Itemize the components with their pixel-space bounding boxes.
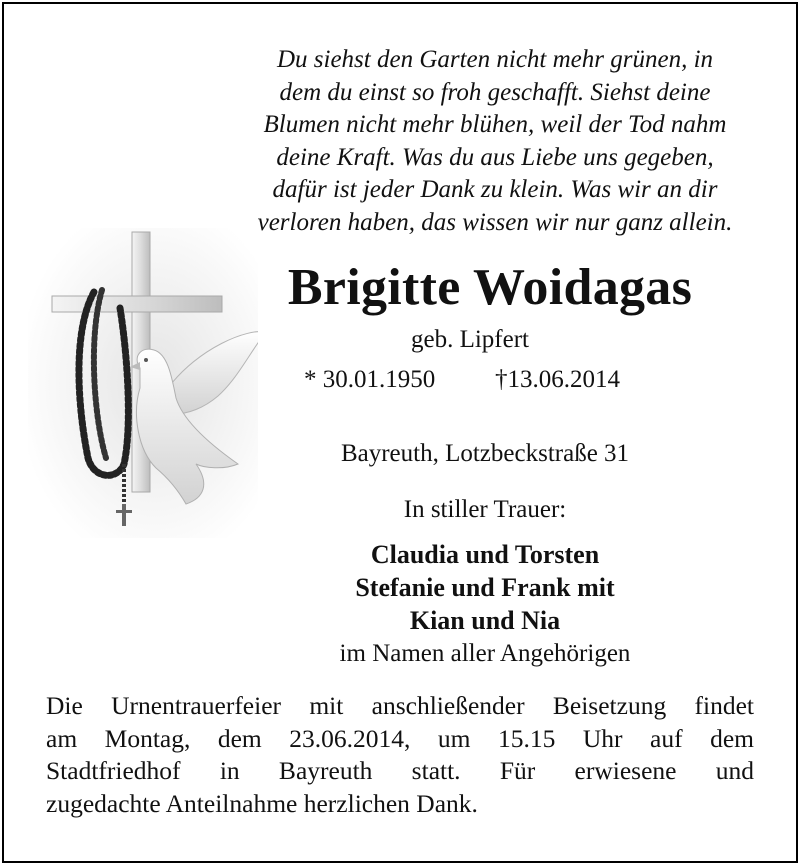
family-member: Stefanie und Frank mit <box>355 573 615 602</box>
relatives-line: im Namen aller Angehörigen <box>339 640 631 667</box>
poem-line: verloren haben, das wissen wir nur ganz allein. <box>257 208 733 236</box>
maiden-name: geb. Lipfert <box>410 326 529 353</box>
mourning-heading: In stiller Trauer: <box>403 496 567 523</box>
poem-line: deine Kraft. Was du aus Liebe uns gegeben, <box>276 143 714 171</box>
cross-dove-rosary-icon <box>28 228 258 538</box>
notice-line: zugedachte Anteilnahme herzlichen Dank. <box>46 788 478 818</box>
notice-line: Die Urnentrauerfeier mit anschließender Beisetzung findet <box>46 691 754 720</box>
notice-line: am Montag, dem 23.06.2014, um 15.15 Uhr auf dem <box>46 723 754 753</box>
funeral-notice <box>46 690 754 820</box>
notice-line: Stadtfriedhof in Bayreuth statt. Für erwiesene und <box>46 756 754 785</box>
residence-address: Bayreuth, Lotzbeckstraße 31 <box>340 440 630 467</box>
life-dates <box>300 366 700 398</box>
deceased-name: Brigitte Woidagas <box>287 259 693 316</box>
death-date: †13.06.2014 <box>495 366 620 393</box>
family-member: Claudia und Torsten <box>370 540 600 569</box>
poem-line: Blumen nicht mehr blühen, weil der Tod nahm <box>263 111 727 139</box>
birth-date: * 30.01.1950 <box>304 366 436 393</box>
poem-line: dem du einst so froh geschafft. Siehst deine <box>279 78 711 106</box>
memorial-poem <box>200 44 790 240</box>
poem-line: Du siehst den Garten nicht mehr grünen, in <box>276 46 714 73</box>
family-member: Kian und Nia <box>409 606 561 635</box>
family-list <box>290 538 680 670</box>
poem-line: dafür ist jeder Dank zu klein. Was wir an dir <box>272 176 718 204</box>
